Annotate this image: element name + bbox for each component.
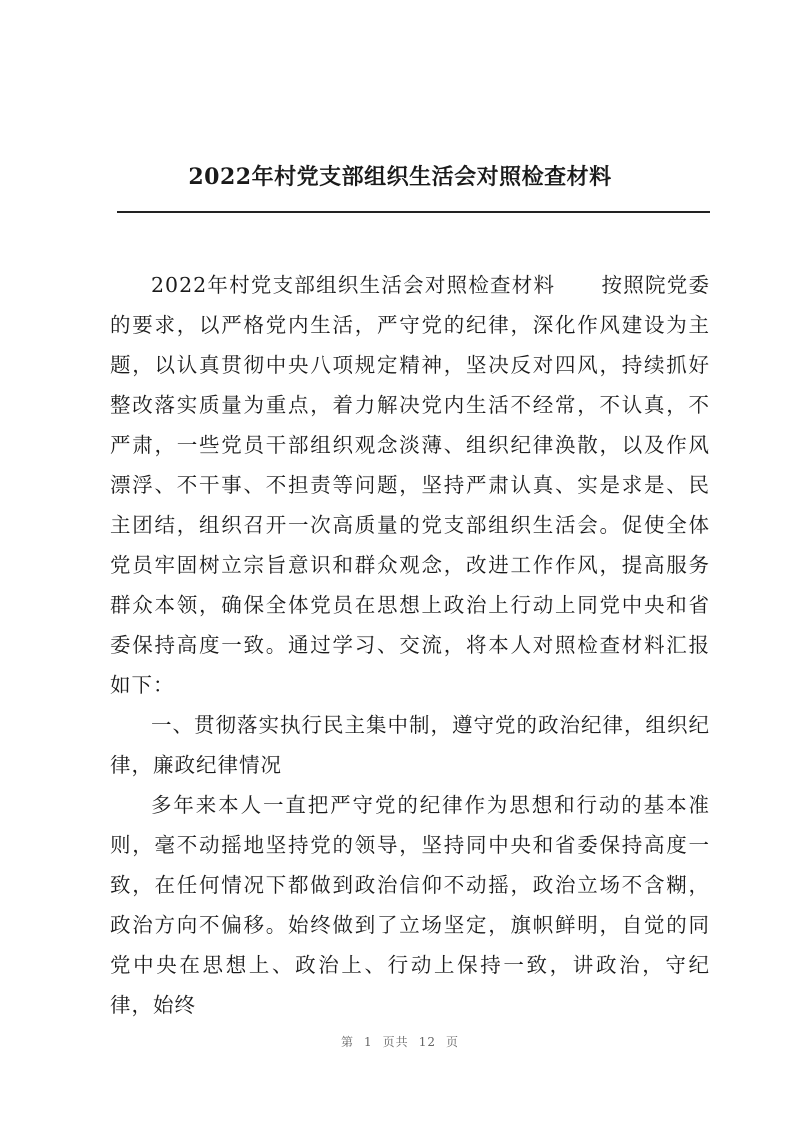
title-underline <box>117 211 710 213</box>
footer-total-pages: 12 <box>418 1035 436 1049</box>
intro-paragraph <box>110 265 710 705</box>
footer-prefix: 第 <box>341 1035 355 1049</box>
section-heading: 一、贯彻落实执行民主集中制，遵守党的政治纪律，组织纪律，廉政纪律情况 <box>110 713 710 777</box>
document-title: 2022年村党支部组织生活会对照检查材料 <box>188 164 612 190</box>
body-paragraph: 多年来本人一直把严守党的纪律作为思想和行动的基本准则，毫不动摇地坚持党的领导，坚持同中央和省委保持高度一致，在任何情况下都做到政治信仰不动摇，政治立场不含糊，政治方向不偏移。始终做到了立场坚定，旗帜鲜明，自觉的同党中央在思想上、政治上、行动上保持一致，讲政治，守纪律，始终 <box>110 793 710 1017</box>
footer-current-page: 1 <box>364 1035 373 1049</box>
page-footer <box>0 1033 800 1050</box>
footer-middle: 页共 <box>382 1035 409 1049</box>
document-body <box>110 265 710 1025</box>
intro-lead-text: 2022年村党支部组织生活会对照检查材料 <box>151 273 556 297</box>
intro-body-text: 按照院党委的要求，以严格党内生活，严守党的纪律，深化作风建设为主题，以认真贯彻中央八项规定精神，坚决反对四风，持续抓好整改落实质量为重点，着力解决党内生活不经常，不认真，不严肃，一些党员干部组织观念淡薄、组织纪律涣散，以及作风漂浮、不干事、不担责等问题，坚持严肃认真、实是求是、民主团结，组织召开一次高质量的党支部组织生活会。促使全体党员牢固树立宗旨意识和群众观念，改进工作作风，提高服务群众本领，确保全体党员在思想上政治上行动上同党中央和省委保持高度一致。通过学习、交流，将本人对照检查材料汇报如下： <box>110 273 711 697</box>
footer-suffix: 页 <box>445 1035 459 1049</box>
